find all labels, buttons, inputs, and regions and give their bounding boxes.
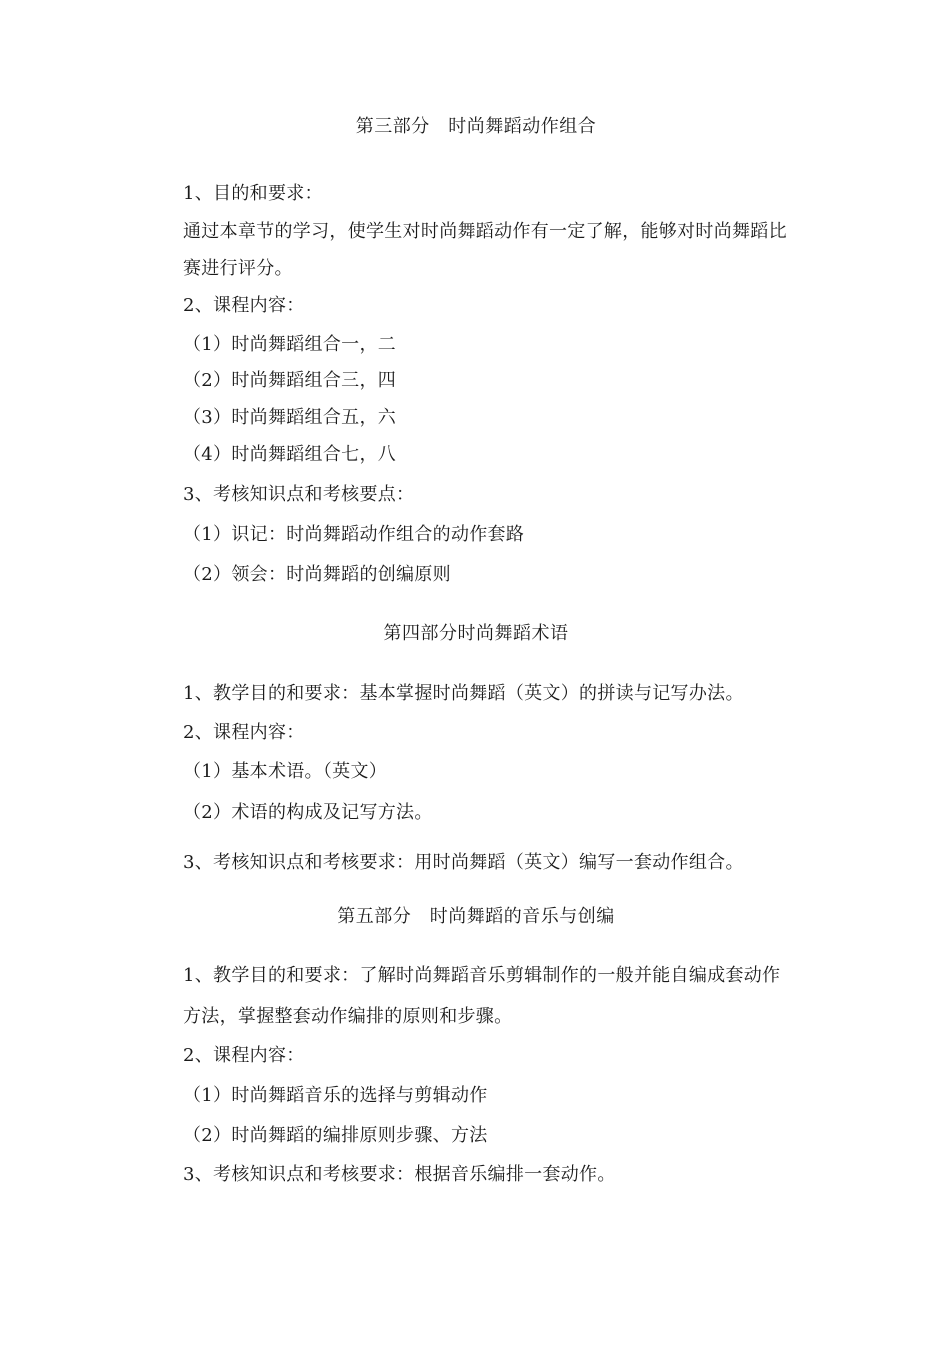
part3-list-item: （3）时尚舞蹈组合五，六 [183,407,397,428]
part5-list-item: （1）时尚舞蹈音乐的选择与剪辑动作 [183,1085,488,1106]
part5-item2-label: 2、课程内容： [183,1045,305,1066]
part3-list-item: （2）时尚舞蹈组合三，四 [183,370,397,391]
part3-item3-label: 3、考核知识点和考核要点： [183,484,415,505]
part3-item1-text-line2: 赛进行评分。 [183,258,293,279]
part3-title: 第三部分 时尚舞蹈动作组合 [355,116,597,137]
part4-item1: 1、教学目的和要求：基本掌握时尚舞蹈（英文）的拼读与记写办法。 [183,683,744,704]
part3-assess-item: （1）识记：时尚舞蹈动作组合的动作套路 [183,524,525,545]
part4-list-item: （1）基本术语。（英文） [183,761,388,782]
part3-assess-item: （2）领会：时尚舞蹈的创编原则 [183,564,451,585]
part3-list-item: （1）时尚舞蹈组合一，二 [183,334,397,355]
part5-item3: 3、考核知识点和考核要求：根据音乐编排一套动作。 [183,1164,616,1185]
part5-title: 第五部分 时尚舞蹈的音乐与创编 [337,906,615,927]
part5-list-item: （2）时尚舞蹈的编排原则步骤、方法 [183,1125,488,1146]
part3-list-item: （4）时尚舞蹈组合七，八 [183,444,397,465]
part3-item1-label: 1、目的和要求： [183,183,323,204]
part3-item1-text-line1: 通过本章节的学习，使学生对时尚舞蹈动作有一定了解，能够对时尚舞蹈比 [183,221,787,242]
part5-item1-line1: 1、教学目的和要求：了解时尚舞蹈音乐剪辑制作的一般并能自编成套动作 [183,965,781,986]
part4-list-item: （2）术语的构成及记写方法。 [183,802,433,823]
part3-item2-label: 2、课程内容： [183,295,305,316]
part4-item3: 3、考核知识点和考核要求：用时尚舞蹈（英文）编写一套动作组合。 [183,852,744,873]
part4-item2-label: 2、课程内容： [183,722,305,743]
part5-item1-line2: 方法，掌握整套动作编排的原则和步骤。 [183,1006,513,1027]
part4-title: 第四部分时尚舞蹈术语 [383,623,569,644]
